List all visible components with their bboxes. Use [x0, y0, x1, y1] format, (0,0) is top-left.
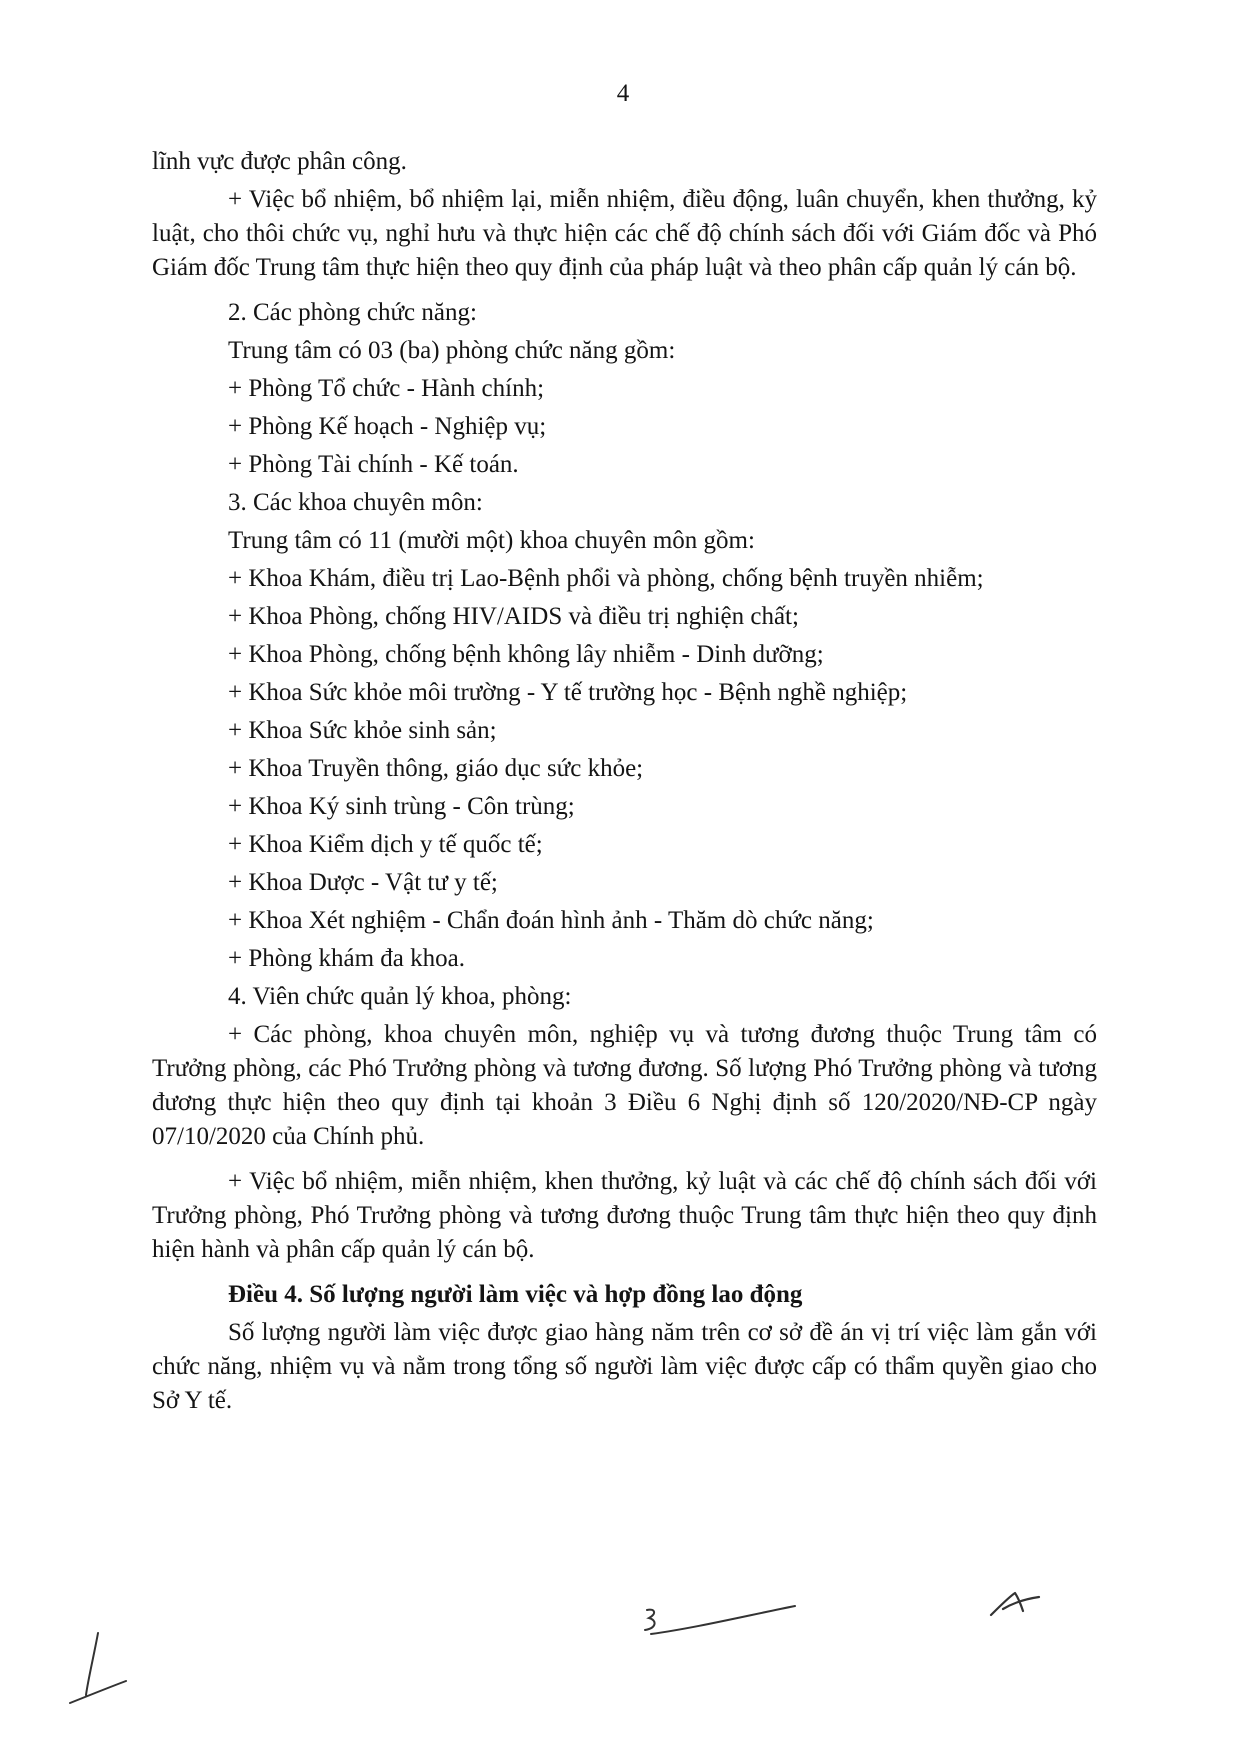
appointment-paragraph: + Việc bổ nhiệm, bổ nhiệm lại, miễn nhiệm, điều động, luân chuyển, khen thưởng, kỷ luật, cho thôi chức vụ, nghỉ hưu và thực hiện các chế độ chính sách đối với Giám đốc và Phó Giám đốc Trung tâm thực hiện theo quy định của pháp luật và theo phân cấp quản lý cán bộ.	[152, 186, 1097, 281]
section3-intro: Trung tâm có 11 (mười một) khoa chuyên môn gồm:	[228, 527, 755, 554]
article4-paragraph: Số lượng người làm việc được giao hàng năm trên cơ sở đề án vị trí việc làm gắn với chức năng, nhiệm vụ và nằm trong tổng số người làm việc được cấp có thẩm quyền giao cho Sở Y tế.	[152, 1319, 1097, 1414]
section2-heading: 2. Các phòng chức năng:	[228, 299, 477, 326]
handwritten-initial-right	[985, 1585, 1045, 1625]
list-item: + Khoa Xét nghiệm - Chẩn đoán hình ảnh - Thăm dò chức năng;	[228, 907, 874, 934]
list-item: + Khoa Kiểm dịch y tế quốc tế;	[228, 831, 543, 858]
list-item: + Khoa Phòng, chống bệnh không lây nhiễm - Dinh dưỡng;	[228, 641, 824, 668]
section2-intro: Trung tâm có 03 (ba) phòng chức năng gồm:	[228, 337, 676, 364]
list-item: + Phòng Tài chính - Kế toán.	[228, 451, 519, 478]
handwritten-initial-left	[60, 1625, 140, 1715]
page-number: 4	[616, 80, 630, 107]
list-item: + Khoa Ký sinh trùng - Côn trùng;	[228, 793, 575, 820]
handwritten-initial-center	[635, 1600, 805, 1650]
section4-paragraph-2: + Việc bổ nhiệm, miễn nhiệm, khen thưởng, kỷ luật và các chế độ chính sách đối với Trưởng phòng, Phó Trưởng phòng và tương đương thuộc Trung tâm thực hiện theo quy định hiện hành và phân cấp quản lý cán bộ.	[152, 1168, 1097, 1263]
list-item: + Khoa Sức khỏe sinh sản;	[228, 717, 497, 744]
list-item: + Phòng Kế hoạch - Nghiệp vụ;	[228, 413, 547, 440]
opening-line: lĩnh vực được phân công.	[152, 148, 407, 175]
section3-heading: 3. Các khoa chuyên môn:	[228, 489, 483, 516]
list-item: + Phòng Tổ chức - Hành chính;	[228, 375, 545, 402]
list-item: + Khoa Khám, điều trị Lao-Bệnh phổi và phòng, chống bệnh truyền nhiễm;	[228, 565, 984, 592]
list-item: + Phòng khám đa khoa.	[228, 945, 465, 972]
list-item: + Khoa Dược - Vật tư y tế;	[228, 869, 498, 896]
list-item: + Khoa Phòng, chống HIV/AIDS và điều trị nghiện chất;	[228, 603, 799, 630]
section4-heading: 4. Viên chức quản lý khoa, phòng:	[228, 983, 572, 1010]
document-body	[152, 145, 1097, 1418]
list-item: + Khoa Truyền thông, giáo dục sức khỏe;	[228, 755, 644, 782]
list-item: + Khoa Sức khỏe môi trường - Y tế trường học - Bệnh nghề nghiệp;	[228, 679, 908, 706]
article4-heading: Điều 4. Số lượng người làm việc và hợp đồng lao động	[228, 1281, 803, 1308]
section4-paragraph-1: + Các phòng, khoa chuyên môn, nghiệp vụ và tương đương thuộc Trung tâm có Trưởng phòng, các Phó Trưởng phòng và tương đương. Số lượng Phó Trưởng phòng và tương đương thực hiện theo quy định tại khoản 3 Điều 6 Nghị định số 120/2020/NĐ-CP ngày 07/10/2020 của Chính phủ.	[152, 1021, 1097, 1150]
